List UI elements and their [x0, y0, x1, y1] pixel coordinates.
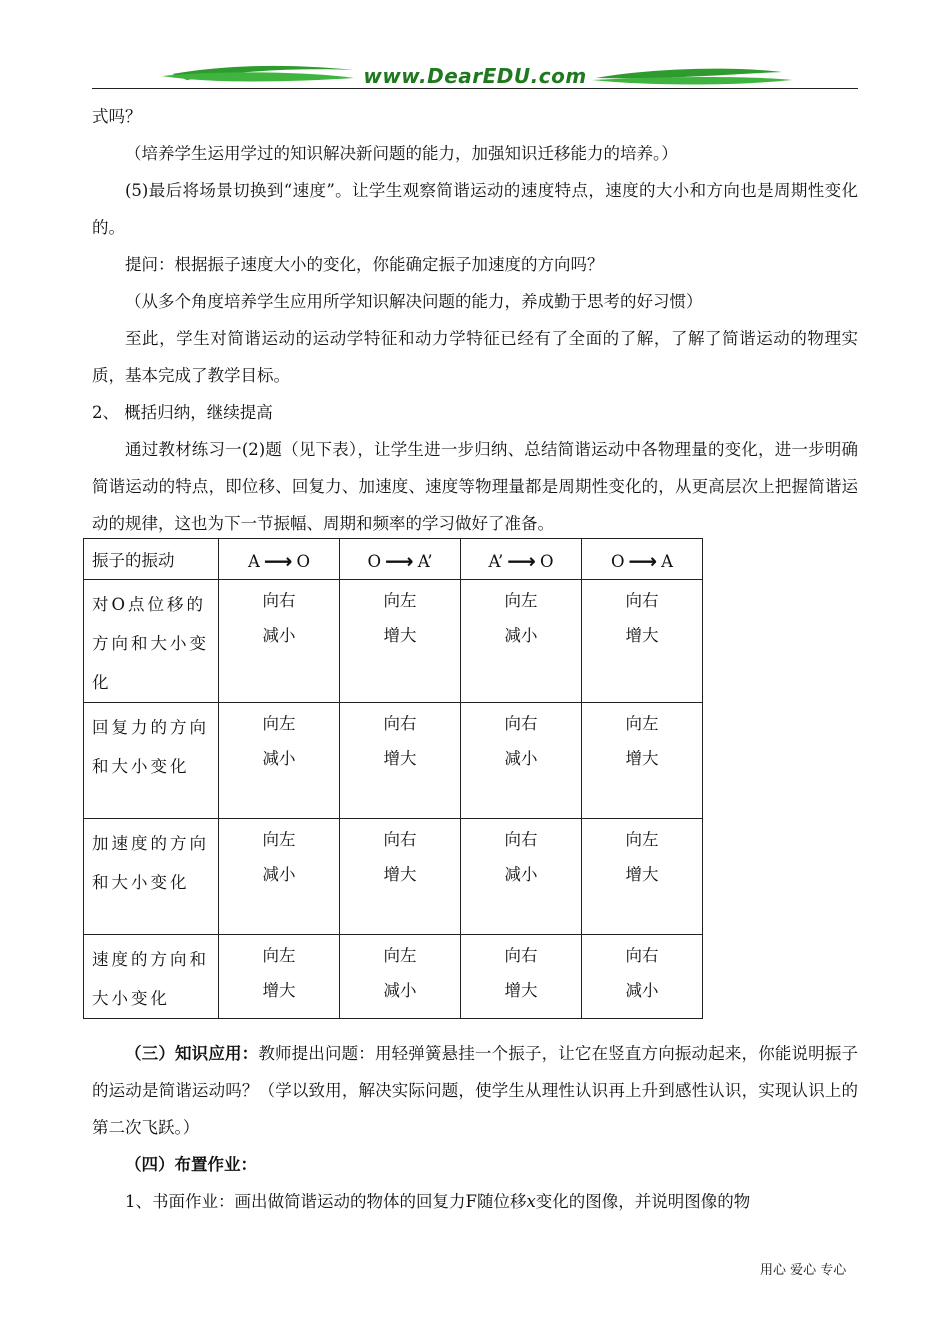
paragraph-4: 提问：根据振子速度大小的变化，你能确定振子加速度的方向吗？ — [125, 255, 604, 274]
table-cell — [582, 935, 703, 1019]
direction-text: 向左 — [504, 591, 538, 610]
table-cell — [219, 819, 340, 935]
table-cell — [461, 703, 582, 819]
table-cell — [582, 703, 703, 819]
table-cell — [219, 703, 340, 819]
magnitude-text: 增大 — [262, 981, 296, 1000]
document-body-continued — [92, 1035, 858, 1220]
magnitude-text: 减小 — [504, 865, 538, 884]
magnitude-text: 减小 — [262, 749, 296, 768]
table-cell — [582, 819, 703, 935]
section-3-paragraph — [92, 1035, 858, 1146]
magnitude-text: 增大 — [504, 981, 538, 1000]
direction-text: 向右 — [383, 830, 417, 849]
homework-item-suffix: 变化的图像，并说明图像的物 — [535, 1192, 751, 1211]
section-3-heading: （三）知识应用： — [125, 1044, 259, 1063]
column-header — [340, 539, 461, 580]
direction-text: 向右 — [625, 591, 659, 610]
magnitude-text: 增大 — [383, 626, 417, 645]
variable-x: x — [526, 1192, 536, 1211]
table-cell — [340, 580, 461, 703]
page-footer: 用心 爱心 专心 — [760, 1263, 847, 1278]
magnitude-text: 增大 — [383, 749, 417, 768]
direction-text: 向右 — [504, 714, 538, 733]
table-cell — [461, 580, 582, 703]
table-corner-cell: 振子的振动 — [84, 539, 219, 580]
direction-text: 向右 — [383, 714, 417, 733]
magnitude-text: 减小 — [383, 981, 417, 1000]
paragraph-2: （培养学生运用学过的知识解决新问题的能力，加强知识迁移能力的培养。） — [125, 144, 678, 163]
direction-text: 向右 — [625, 946, 659, 965]
arrow-right-icon: ⟶ — [263, 548, 293, 573]
magnitude-text: 增大 — [625, 626, 659, 645]
table-cell — [340, 819, 461, 935]
header-divider — [92, 88, 858, 89]
arrow-right-icon: ⟶ — [628, 548, 658, 573]
site-logo-text: www.DearEDU.com — [363, 64, 587, 88]
column-header — [219, 539, 340, 580]
magnitude-text: 增大 — [625, 865, 659, 884]
arrow-right-icon: ⟶ — [507, 548, 536, 573]
column-header — [582, 539, 703, 580]
column-from: O — [610, 551, 625, 571]
magnitude-text: 减小 — [262, 626, 296, 645]
direction-text: 向左 — [383, 591, 417, 610]
table-row — [84, 580, 703, 703]
row-label: 速度的方向和大小变化 — [84, 935, 219, 1019]
table-header-row — [84, 539, 703, 580]
column-from: O — [367, 551, 382, 571]
magnitude-text: 减小 — [504, 626, 538, 645]
direction-text: 向左 — [625, 714, 659, 733]
row-label: 加速度的方向和大小变化 — [84, 819, 219, 935]
paragraph-5: （从多个角度培养学生应用所学知识解决问题的能力，养成勤于思考的好习惯） — [125, 292, 703, 311]
column-to: A’ — [417, 551, 433, 571]
direction-text: 向左 — [262, 830, 296, 849]
column-from: A — [247, 551, 260, 571]
column-to: O — [296, 551, 311, 571]
table-cell — [219, 935, 340, 1019]
table-cell — [340, 935, 461, 1019]
magnitude-text: 减小 — [504, 749, 538, 768]
magnitude-text: 增大 — [625, 749, 659, 768]
direction-text: 向右 — [262, 591, 296, 610]
magnitude-text: 减小 — [625, 981, 659, 1000]
direction-text: 向左 — [262, 946, 296, 965]
table-cell — [219, 580, 340, 703]
table-cell — [340, 703, 461, 819]
row-label: 对O点位移的方向和大小变化 — [84, 580, 219, 703]
paragraph-8: 通过教材练习一(2)题（见下表），让学生进一步归纳、总结简谐运动中各物理量的变化，进一步明确简谐运动的特点，即位移、回复力、加速度、速度等物理量都是周期性变化的，从更高层次上把握简谐运动的规律，这也为下一节振幅、周期和频率的学习做好了准备。 — [92, 440, 858, 533]
table-cell — [461, 819, 582, 935]
table-row — [84, 703, 703, 819]
direction-text: 向左 — [625, 830, 659, 849]
column-to: A — [661, 551, 674, 571]
table-row — [84, 935, 703, 1019]
column-from: A’ — [488, 551, 504, 571]
vibration-table — [83, 538, 703, 1019]
paragraph-1: 式吗？ — [92, 107, 142, 126]
table-cell — [461, 935, 582, 1019]
magnitude-text: 增大 — [383, 865, 417, 884]
direction-text: 向左 — [262, 714, 296, 733]
paragraph-3: (5)最后将场景切换到“速度”。让学生观察简谐运动的速度特点，速度的大小和方向也是周期性变化的。 — [92, 181, 858, 237]
table-cell — [582, 580, 703, 703]
table-row — [84, 819, 703, 935]
section-4-heading: （四）布置作业： — [125, 1155, 257, 1174]
column-to: O — [539, 551, 554, 571]
column-header — [461, 539, 582, 580]
section-heading-2: 2、 概括归纳，继续提高 — [92, 403, 273, 422]
arrow-right-icon: ⟶ — [385, 548, 414, 573]
direction-text: 向右 — [504, 946, 538, 965]
direction-text: 向左 — [383, 946, 417, 965]
direction-text: 向右 — [504, 830, 538, 849]
homework-item-1 — [92, 1183, 858, 1220]
paragraph-6: 至此，学生对简谐运动的运动学特征和动力学特征已经有了全面的了解，了解了简谐运动的物理实质，基本完成了教学目标。 — [92, 329, 858, 385]
homework-item-prefix: 1、书面作业：画出做简谐运动的物体的回复力F随位移 — [125, 1192, 527, 1211]
section-3-text: 教师提出问题：用轻弹簧悬挂一个振子，让它在竖直方向振动起来，你能说明振子的运动是简谐运动吗？（学以致用，解决实际问题，使学生从理性认识再上升到感性认识，实现认识上的第二次飞跃。） — [92, 1044, 859, 1137]
document-body — [92, 98, 858, 542]
magnitude-text: 减小 — [262, 865, 296, 884]
row-label: 回复力的方向和大小变化 — [84, 703, 219, 819]
